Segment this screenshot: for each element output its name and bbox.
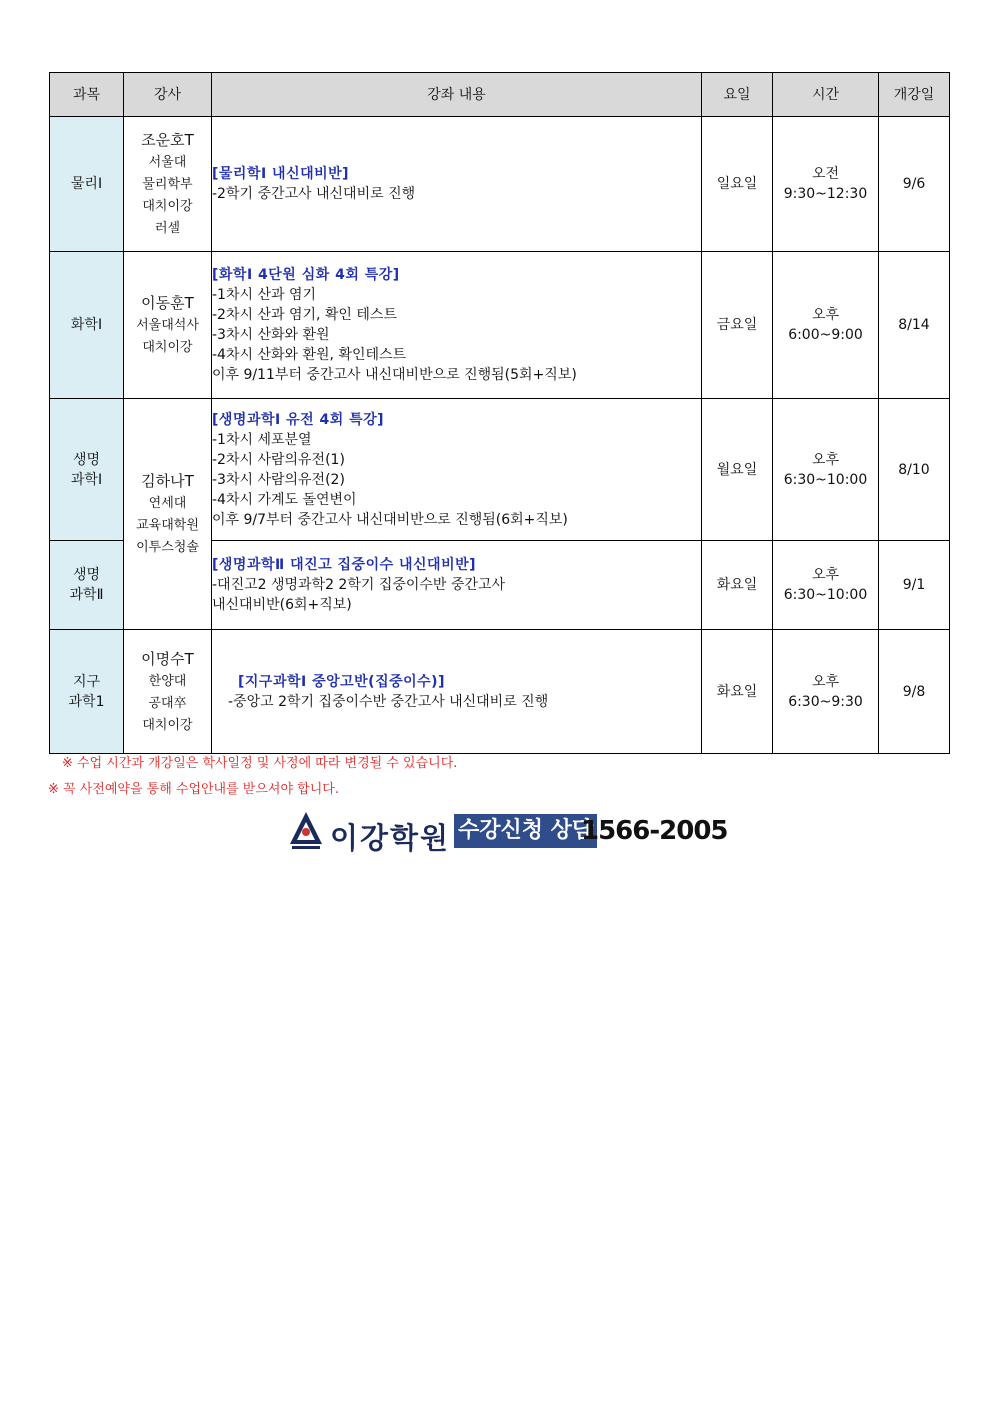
table-row <box>50 252 950 399</box>
reservation-note: ※ 꼭 사전예약을 통해 수업안내를 받으셔야 합니다. <box>48 782 339 797</box>
course-line: -대진고2 생명과학2 2학기 집중이수반 중간고사 <box>212 577 506 593</box>
course-title: [지구과학Ⅰ 중앙고반(집중이수)] <box>238 673 445 690</box>
teacher-info: 서울대석사 <box>136 318 199 333</box>
consult-label: 수강신청 상담 <box>454 814 597 848</box>
subject-cell <box>50 252 124 399</box>
open-date-cell: 8/10 <box>879 399 950 541</box>
teacher-name: 조운호T <box>141 131 194 149</box>
teacher-info: 러셀 <box>154 221 181 236</box>
content-cell <box>212 252 702 399</box>
time-period: 오전 <box>811 166 840 182</box>
teacher-name: 김하나T <box>141 472 194 490</box>
open-date-cell: 8/14 <box>879 252 950 399</box>
academy-name: 이강학원 <box>330 821 451 855</box>
teacher-info: 이투스청솔 <box>136 540 199 555</box>
course-line: -2학기 중간고사 내신대비로 진행 <box>212 186 416 202</box>
teacher-cell <box>124 252 212 399</box>
course-title: [생명과학Ⅰ 유전 4회 특강] <box>212 411 385 428</box>
header-time: 시간 <box>773 73 879 117</box>
teacher-cell <box>124 399 212 630</box>
academy-emblem-icon <box>286 808 326 852</box>
time-period: 오후 <box>811 307 840 323</box>
course-line: 이후 9/7부터 중간고사 내신대비반으로 진행됨(6회+직보) <box>212 511 568 528</box>
subject-cell <box>50 399 124 541</box>
course-line: -3차시 산화와 환원 <box>212 327 330 343</box>
open-date-cell: 9/8 <box>879 630 950 754</box>
subject-label: 생명 <box>72 451 101 468</box>
subject-label: 물리Ⅰ <box>70 176 103 192</box>
course-line: -2차시 산과 염기, 확인 테스트 <box>212 307 397 323</box>
subject-label: 지구 <box>72 673 101 690</box>
course-line: -1차시 산과 염기 <box>212 287 317 303</box>
teacher-info: 교육대학원 <box>136 518 199 533</box>
teacher-info: 서울대 <box>148 155 187 170</box>
academy-logo-banner <box>286 806 728 855</box>
time-range: 6:30~9:30 <box>788 693 863 710</box>
course-line: -4차시 산화와 환원, 확인테스트 <box>212 347 407 363</box>
subject-cell <box>50 541 124 630</box>
course-line: -3차시 사람의유전(2) <box>212 471 345 488</box>
teacher-info: 물리학부 <box>142 177 193 192</box>
day-cell: 일요일 <box>702 117 773 252</box>
content-cell <box>212 630 702 754</box>
subject-label: 화학Ⅰ <box>70 317 103 333</box>
header-subject: 과목 <box>50 73 124 117</box>
content-cell <box>212 117 702 252</box>
time-range: 6:30~10:00 <box>783 471 868 488</box>
course-line: -1차시 세포분열 <box>212 431 312 448</box>
subject-cell <box>50 630 124 754</box>
header-day: 요일 <box>702 73 773 117</box>
teacher-info: 공대卒 <box>148 695 187 711</box>
content-cell <box>212 399 702 541</box>
teacher-name: 이명수T <box>141 649 194 668</box>
time-range: 6:30~10:00 <box>783 587 868 603</box>
table-row <box>50 630 950 754</box>
header-open-date: 개강일 <box>879 73 950 117</box>
table-header-row <box>50 73 950 117</box>
schedule-change-note: ※ 수업 시간과 개강일은 학사일정 및 사정에 따라 변경될 수 있습니다. <box>62 756 458 771</box>
day-cell: 금요일 <box>702 252 773 399</box>
subject-label: 과학Ⅱ <box>69 587 104 603</box>
phone-number: 1566-2005 <box>581 816 728 846</box>
course-line: 내신대비반(6회+직보) <box>212 597 352 613</box>
course-title: [생명과학Ⅱ 대진고 집중이수 내신대비반] <box>212 557 477 573</box>
course-title: [물리학Ⅰ 내신대비반] <box>212 166 350 182</box>
header-teacher: 강사 <box>124 73 212 117</box>
course-line: -4차시 가계도 돌연변이 <box>212 491 357 508</box>
teacher-info: 대치이강 <box>142 340 193 355</box>
time-range: 9:30~12:30 <box>783 186 868 202</box>
open-date-cell: 9/6 <box>879 117 950 252</box>
course-line: -2차시 사람의유전(1) <box>212 451 345 468</box>
header-content: 강좌 내용 <box>212 73 702 117</box>
content-cell <box>212 541 702 630</box>
table-row <box>50 399 950 541</box>
day-cell: 월요일 <box>702 399 773 541</box>
teacher-info: 대치이강 <box>142 717 193 733</box>
time-period: 오후 <box>811 451 840 468</box>
time-cell <box>773 252 879 399</box>
time-period: 오후 <box>811 673 840 690</box>
course-line: -중앙고 2학기 집중이수반 중간고사 내신대비로 진행 <box>228 693 549 710</box>
time-cell <box>773 630 879 754</box>
time-cell <box>773 399 879 541</box>
course-line: 이후 9/11부터 중간고사 내신대비반으로 진행됨(5회+직보) <box>212 367 577 383</box>
teacher-cell <box>124 117 212 252</box>
subject-label: 과학1 <box>68 693 105 710</box>
schedule-table <box>49 72 950 754</box>
time-cell <box>773 117 879 252</box>
time-cell <box>773 541 879 630</box>
subject-label: 생명 <box>72 567 101 583</box>
course-title: [화학Ⅰ 4단원 심화 4회 특강] <box>212 267 400 283</box>
time-period: 오후 <box>811 567 840 583</box>
teacher-cell <box>124 630 212 754</box>
subject-cell <box>50 117 124 252</box>
teacher-info: 한양대 <box>148 673 187 689</box>
subject-label: 과학Ⅰ <box>70 471 103 488</box>
open-date-cell: 9/1 <box>879 541 950 630</box>
day-cell: 화요일 <box>702 541 773 630</box>
day-cell: 화요일 <box>702 630 773 754</box>
teacher-info: 연세대 <box>148 496 187 511</box>
teacher-info: 대치이강 <box>142 199 193 214</box>
time-range: 6:00~9:00 <box>788 327 863 343</box>
table-row <box>50 117 950 252</box>
teacher-name: 이동훈T <box>141 294 194 312</box>
